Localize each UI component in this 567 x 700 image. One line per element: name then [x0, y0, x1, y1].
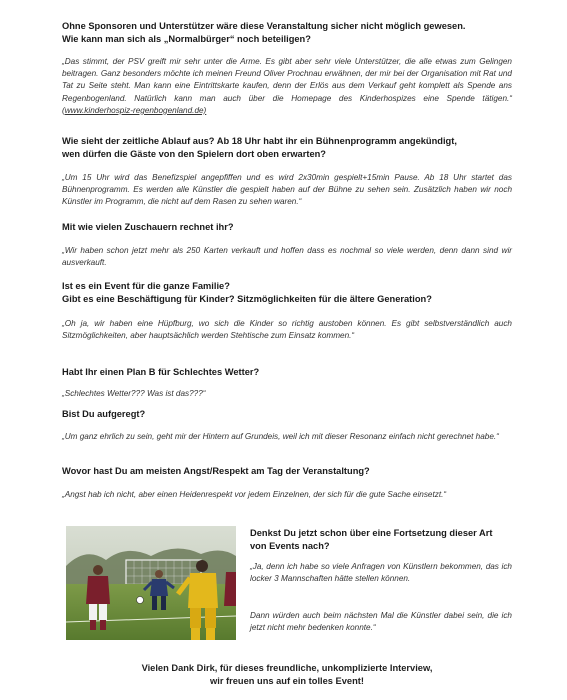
answer-fear: „Angst hab ich nicht, aber einen Heidenrespekt vor jedem Einzelnen, der sich für die gute Sache einsetzt.“ [62, 490, 447, 499]
answer-schedule: „Um 15 Uhr wird das Benefizspiel angepfiffen und es wird 2x30min gespielt+15min Pause. Ab 18 Uhr startet das Bühnenprogramm. Es werden alle Künstler die gespielt haben auf der Bühne zu sehen sein. Zusätzlich haben wir noch Künstler im Programm, die nicht auf dem Rasen zu sehen waren.“ [62, 173, 512, 207]
closing-line: Vielen Dank Dirk, für dieses freundliche, unkomplizierte Interview, [141, 663, 433, 673]
question-line: Wie kann man sich als „Normalbürger“ noch beteiligen? [62, 34, 311, 44]
answer-weather: „Schlechtes Wetter??? Was ist das???“ [62, 389, 206, 398]
answer-sponsors [62, 56, 512, 117]
question-continuation [250, 527, 512, 553]
question-family [62, 280, 512, 306]
question-line: Ist es ein Event für die ganze Familie? [62, 281, 230, 291]
answer-family: „Oh ja, wir haben eine Hüpfburg, wo sich die Kinder so richtig austoben können. Es gibt selbstverständlich auch Sitzmöglichkeiten, aber hauptsächlich werden Stehtische zum Einsatz kommen.“ [62, 319, 512, 341]
answer-audience: „Wir haben schon jetzt mehr als 250 Karten verkauft und hoffen dass es nochmal so viele werden, denn dann sind wir ausverkauft. [62, 246, 512, 268]
question-weather: Habt Ihr einen Plan B für Schlechtes Wetter? [62, 367, 260, 377]
question-line: Denkst Du jetzt schon über eine Fortsetzung dieser Art [250, 528, 493, 538]
question-line: Gibt es eine Beschäftigung für Kinder? Sitzmöglichkeiten für die ältere Generation? [62, 294, 432, 304]
question-audience: Mit wie vielen Zuschauern rechnet ihr? [62, 222, 234, 232]
question-line: Ohne Sponsoren und Unterstützer wäre diese Veranstaltung sicher nicht möglich gewesen. [62, 21, 466, 31]
closing-line: wir freuen uns auf ein tolles Event! [210, 676, 364, 686]
answer-text: „Das stimmt, der PSV greift mir sehr unter die Arme. Es gibt aber sehr viele Unterstützer, die alle etwas zum Gelingen beitragen. Ganz besonders möchte ich meinen Freund Oliver Prochnau erwähnen, der mir bei der Organisation mit Rat und Tat zu Seite steht. Man kann eine Eintrittskarte kaufen, denn der Erlös aus dem Verkauf geht komplett als Spende ans Regenbogenland. Natürlich kann man auch über die Homepage des Kinderhospizes eine Spende tätigen.“ [62, 57, 512, 103]
football-match-photo [66, 526, 236, 640]
question-sponsors [62, 20, 512, 46]
question-schedule [62, 135, 512, 161]
answer-continuation-part2: Dann würden auch beim nächsten Mal die Künstler dabei sein, die ich jetzt nicht mehr bedenken konnte.“ [250, 611, 512, 633]
question-fear: Wovor hast Du am meisten Angst/Respekt am Tag der Veranstaltung? [62, 466, 370, 476]
question-line: von Events nach? [250, 541, 330, 551]
question-line: wen dürfen die Gäste von den Spielern dort oben erwarten? [62, 149, 326, 159]
question-nervous: Bist Du aufgeregt? [62, 409, 146, 419]
homepage-link[interactable]: (www.kinderhospiz-regenbogenland.de) [62, 105, 207, 115]
answer-nervous: „Um ganz ehrlich zu sein, geht mir der Hintern auf Grundeis, weil ich mit dieser Resonanz einfach nicht gerechnet habe.“ [62, 432, 499, 441]
question-line: Wie sieht der zeitliche Ablauf aus? Ab 18 Uhr habt ihr ein Bühnenprogramm angekündigt, [62, 136, 457, 146]
answer-continuation-part1: „Ja, denn ich habe so viele Anfragen von Künstlern bekommen, das ich locker 3 Mannschaften hätte stellen können. [250, 562, 512, 584]
closing-thanks [62, 662, 512, 688]
